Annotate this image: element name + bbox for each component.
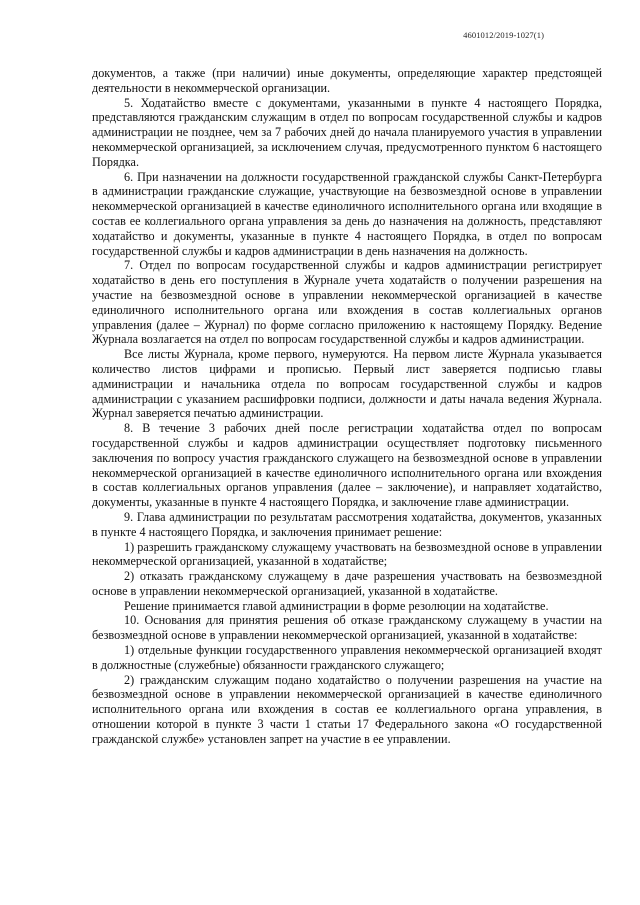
document-number: 4601012/2019-1027(1) <box>463 30 544 40</box>
paragraph-item-8: 8. В течение 3 рабочих дней после регистрации ходатайства отдел по вопросам государственной службы и кадров администрации осуществляет подготовку письменного заключения по вопросу участия гражданского служащего на безвозмездной основе в управлении некоммерческой организацией в качестве единоличного исполнительного органа или вхождения в состав коллегиальных органов управления (далее – заключение), и направляет ходатайство, документы, указанные в пункте 4 настоящего Порядка, и заключение главе администрации. <box>92 421 602 510</box>
paragraph-item-10-ground-1: 1) отдельные функции государственного управления некоммерческой организацией входят в должностные (служебные) обязанности гражданского служащего; <box>92 643 602 672</box>
document-body <box>92 66 602 747</box>
paragraph-item-9-option-2: 2) отказать гражданскому служащему в даче разрешения участвовать на безвозмездной основе в управлении некоммерческой организацией, указанной в ходатайстве. <box>92 569 602 598</box>
paragraph-item-5: 5. Ходатайство вместе с документами, указанными в пункте 4 настоящего Порядка, представляются гражданским служащим в отдел по вопросам государственной службы и кадров администрации не позднее, чем за 7 рабочих дней до начала планируемого участия в управлении некоммерческой организацией, за исключением случая, предусмотренного пунктом 6 настоящего Порядка. <box>92 95 602 169</box>
paragraph-item-10: 10. Основания для принятия решения об отказе гражданскому служащему в участии на безвозмездной основе в управлении некоммерческой организацией, указанной в ходатайстве: <box>92 613 602 643</box>
paragraph-item-10-ground-2: 2) гражданским служащим подано ходатайство о получении разрешения на участие на безвозмездной основе в управлении некоммерческой организацией в качестве единоличного исполнительного органа или вхождения в состав ее коллегиального органа управления, в отношении которой в пункте 3 части 1 статьи 17 Федерального закона «О государственной гражданской службе» установлен запрет на участие в ее управлении. <box>92 672 602 746</box>
paragraph-resolution: Решение принимается главой администрации в форме резолюции на ходатайстве. <box>124 598 549 613</box>
paragraph-item-6: 6. При назначении на должности государственной гражданской службы Санкт-Петербурга в администрации гражданские служащие, участвующие на безвозмездной основе в управлении некоммерческой организацией в качестве единоличного исполнительного органа или входящие в состав ее коллегиального органа управления за день до назначения на должность, представляют ходатайство и документы, указанные в пункте 4 настоящего Порядка, в отдел по вопросам государственной службы и кадров администрации в день назначения на должность. <box>92 169 602 258</box>
paragraph-item-7: 7. Отдел по вопросам государственной службы и кадров администрации регистрирует ходатайство в день его поступления в Журнале учета ходатайств о получении разрешения на участие на безвозмездной основе в управлении некоммерческой организацией в качестве единоличного исполнительного органа или вхождения в состав коллегиальных органов управления (далее – Журнал) по форме согласно приложению к настоящему Порядку. Ведение Журнала возлагается на отдел по вопросам государственной службы и кадров администрации. <box>92 258 602 347</box>
paragraph-item-9: 9. Глава администрации по результатам рассмотрения ходатайства, документов, указанных в пункте 4 настоящего Порядка, и заключения принимает решение: <box>92 509 602 539</box>
paragraph-journal-sheets: Все листы Журнала, кроме первого, нумеруются. На первом листе Журнала указывается количество листов цифрами и прописью. Первый лист заверяется подписью главы администрации и начальника отдела по вопросам государственной службы и кадров администрации с указанием расшифровки подписи, должности и даты начала ведения Журнала. Журнал заверяется печатью администрации. <box>92 347 602 421</box>
paragraph-item-9-option-1: 1) разрешить гражданскому служащему участвовать на безвозмездной основе в управлении некоммерческой организацией, указанной в ходатайстве; <box>92 539 602 569</box>
paragraph-continuation: документов, а также (при наличии) иные документы, определяющие характер предстоящей деятельности в некоммерческой организации. <box>92 66 602 95</box>
